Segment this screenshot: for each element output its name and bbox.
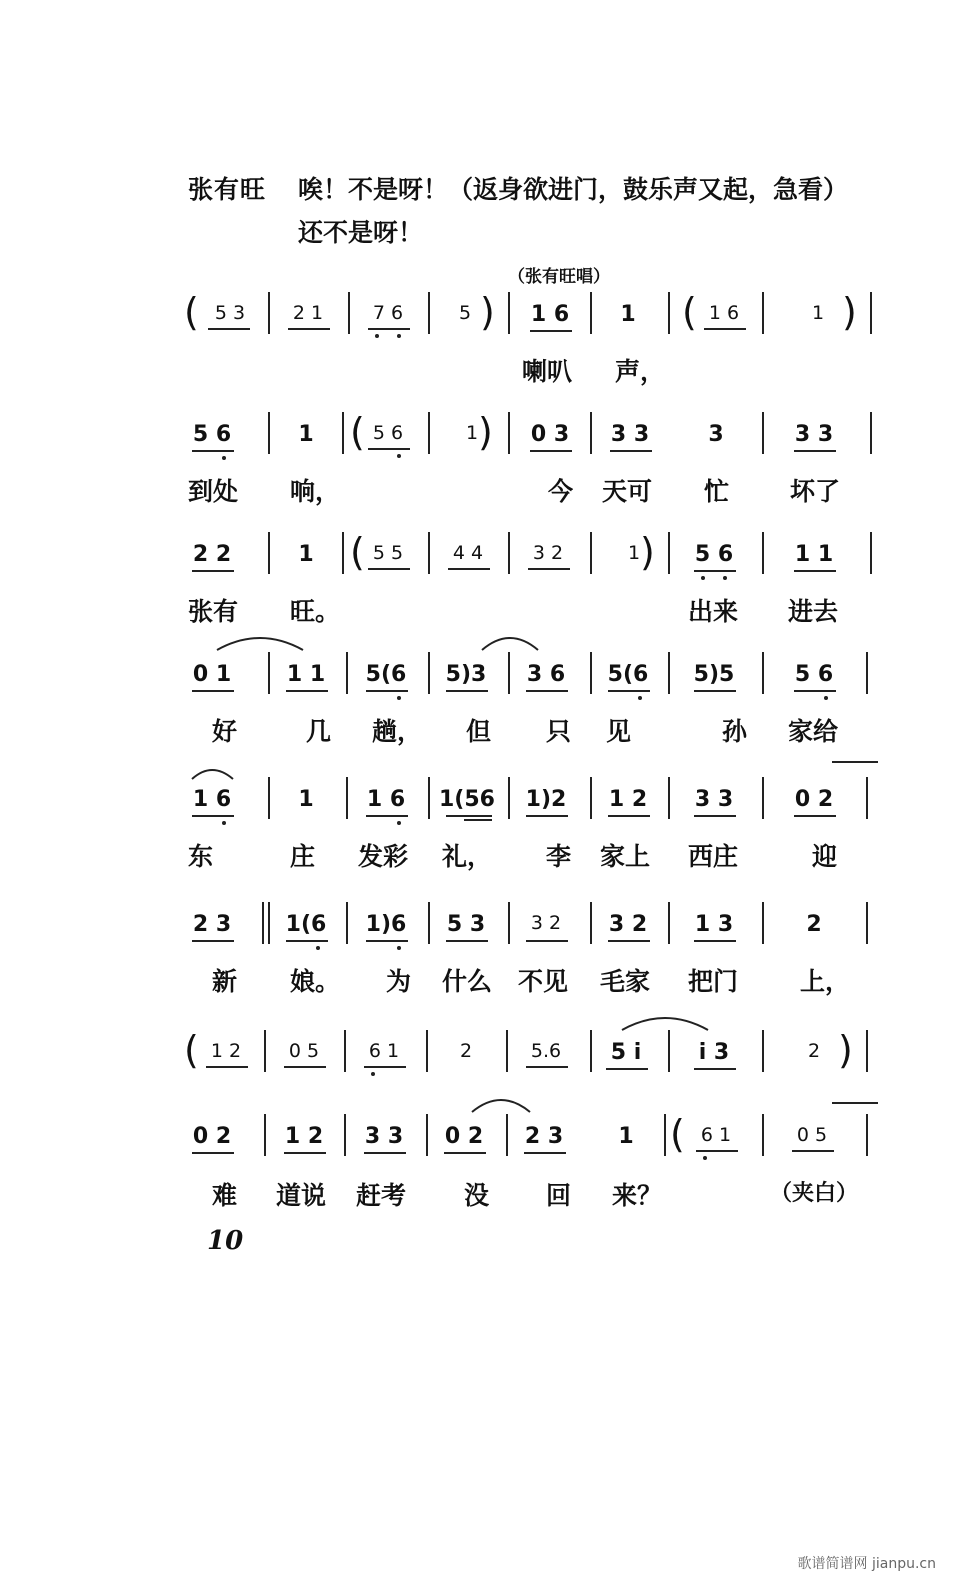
open-paren: (: [350, 530, 365, 574]
barline: [870, 412, 872, 454]
lyric: 响，: [290, 477, 341, 506]
low-dot: [397, 454, 401, 458]
close-paren: ): [838, 1028, 853, 1072]
barline: [762, 532, 764, 574]
barline: [426, 1030, 428, 1072]
lyric: 坏了: [790, 477, 841, 506]
lyric: 迎: [812, 842, 838, 871]
underline: [208, 328, 250, 330]
lyric: 西庄: [688, 842, 739, 871]
note: 6 1: [368, 1040, 400, 1062]
barline: [668, 777, 670, 819]
open-paren: (: [184, 1028, 199, 1072]
underline: [286, 940, 328, 942]
open-paren: (: [670, 1112, 685, 1156]
underline: [792, 1150, 834, 1152]
barline: [668, 532, 670, 574]
note: 5 3: [446, 912, 486, 937]
note: 1 2: [210, 1040, 242, 1062]
underline: [364, 1066, 406, 1068]
barline: [268, 902, 270, 944]
note: 0 5: [288, 1040, 320, 1062]
underline: [192, 690, 234, 692]
note: 5)3: [445, 662, 487, 687]
lyric: 喇叭: [522, 357, 573, 386]
note: 5(6: [607, 662, 649, 687]
barline: [668, 1030, 670, 1072]
barline: [268, 652, 270, 694]
underline: [366, 940, 408, 942]
barline: [762, 412, 764, 454]
underline: [794, 450, 836, 452]
lyric: 把门: [688, 967, 739, 996]
barline: [590, 532, 592, 574]
note: 1: [627, 542, 641, 564]
underline: [192, 1152, 234, 1154]
lyric-spoken-cue: （夹白）: [770, 1180, 859, 1206]
note: 1: [298, 422, 314, 447]
slur: [620, 1012, 710, 1032]
barline: [590, 777, 592, 819]
barline: [346, 652, 348, 694]
lyric: 只: [546, 717, 572, 746]
underline: [364, 1152, 406, 1154]
underline: [794, 690, 836, 692]
lyric: 没: [464, 1181, 490, 1210]
close-paren: ): [480, 290, 495, 334]
barline: [668, 902, 670, 944]
barline: [506, 1114, 508, 1156]
note: 5 i: [610, 1040, 642, 1065]
barline: [590, 412, 592, 454]
note: 1)6: [365, 912, 407, 937]
lyric: 声，: [615, 357, 666, 386]
singer-cue: （张有旺唱）: [508, 267, 610, 287]
barline: [428, 902, 430, 944]
barline: [508, 902, 510, 944]
lyric: 趟，: [372, 717, 423, 746]
note: 1 6: [530, 302, 570, 327]
score-row-4: [0, 650, 974, 770]
lyric: 东: [188, 842, 214, 871]
dialogue-line-2: 还不是呀！: [298, 218, 424, 247]
note: 1: [298, 787, 314, 812]
lyric: 赶考: [356, 1181, 407, 1210]
tie-line: [832, 761, 878, 763]
lyric: 上，: [800, 967, 851, 996]
note: 1: [618, 1124, 634, 1149]
barline: [346, 902, 348, 944]
low-dot: [375, 334, 379, 338]
barline: [428, 292, 430, 334]
barline: [268, 532, 270, 574]
lyric: 但: [466, 717, 492, 746]
lyric: 不见: [518, 967, 569, 996]
note: 1 1: [794, 542, 834, 567]
score-row-6: [0, 900, 974, 1020]
lyric: 新: [212, 967, 238, 996]
underline: [284, 1152, 326, 1154]
underline: [530, 330, 572, 332]
lyric: 进去: [788, 597, 839, 626]
underline: [366, 815, 408, 817]
barline: [590, 902, 592, 944]
barline: [346, 777, 348, 819]
lyric: 难: [212, 1181, 238, 1210]
underline: [192, 940, 234, 942]
low-dot: [316, 946, 320, 950]
lyric: 礼，: [442, 842, 493, 871]
lyric: 孙: [722, 717, 748, 746]
underline: [608, 940, 650, 942]
barline: [264, 1114, 266, 1156]
underline: [704, 328, 746, 330]
underline: [606, 1068, 648, 1070]
note: 3 3: [364, 1124, 404, 1149]
underline: [446, 690, 488, 692]
barline: [762, 1114, 764, 1156]
low-dot: [638, 696, 642, 700]
underline: [610, 450, 652, 452]
barline: [508, 532, 510, 574]
close-paren: ): [842, 290, 857, 334]
tie-line: [832, 1102, 878, 1104]
note: 5 6: [372, 422, 404, 444]
lyric: 发彩: [358, 842, 409, 871]
underline: [464, 819, 492, 821]
underline: [608, 815, 650, 817]
barline: [508, 412, 510, 454]
underline: [446, 815, 492, 817]
note: 0 3: [530, 422, 570, 447]
barline: [428, 412, 430, 454]
barline: [264, 1030, 266, 1072]
barline: [762, 902, 764, 944]
barline: [508, 292, 510, 334]
underline: [526, 815, 568, 817]
low-dot: [703, 1156, 707, 1160]
barline: [348, 292, 350, 334]
note: 0 1: [192, 662, 232, 687]
open-paren: (: [184, 290, 199, 334]
note: 1(56: [439, 787, 495, 812]
barline: [866, 1114, 868, 1156]
low-dot: [723, 576, 727, 580]
low-dot: [371, 1072, 375, 1076]
open-paren: (: [682, 290, 697, 334]
underline: [694, 570, 736, 572]
note: 0 2: [444, 1124, 484, 1149]
barline: [762, 292, 764, 334]
score-row-1: [0, 290, 974, 410]
close-paren: ): [640, 530, 655, 574]
note: 3 3: [694, 787, 734, 812]
note: 1: [811, 302, 825, 324]
note: 2 3: [524, 1124, 564, 1149]
note: 3 2: [608, 912, 648, 937]
barline: [506, 1030, 508, 1072]
note: 5 3: [214, 302, 246, 324]
underline: [696, 1150, 738, 1152]
note: 5 6: [192, 422, 232, 447]
lyric: 忙: [704, 477, 730, 506]
note: 5(6: [365, 662, 407, 687]
note: 2: [806, 912, 822, 937]
lyric: 几: [306, 717, 332, 746]
lyric: 庄: [290, 842, 316, 871]
note: 0 2: [192, 1124, 232, 1149]
note: 0 5: [796, 1124, 828, 1146]
underline: [446, 940, 488, 942]
page-number: 10: [207, 1226, 244, 1256]
barline: [866, 902, 868, 944]
note: 1)2: [525, 787, 567, 812]
note: 2 1: [292, 302, 324, 324]
barline: [664, 1114, 666, 1156]
note: i 3: [698, 1040, 730, 1065]
underline: [526, 690, 568, 692]
underline: [524, 1152, 566, 1154]
barline: [268, 777, 270, 819]
lyric: 出来: [688, 597, 739, 626]
note: 3 2: [530, 912, 562, 934]
lyric: 好: [212, 717, 238, 746]
barline: [866, 777, 868, 819]
note: 0 2: [794, 787, 834, 812]
lyric: 今: [548, 477, 574, 506]
low-dot: [701, 576, 705, 580]
barline: [762, 652, 764, 694]
barline: [870, 532, 872, 574]
underline: [694, 940, 736, 942]
underline: [284, 1066, 326, 1068]
open-paren: (: [350, 410, 365, 454]
lyric: 为: [386, 967, 412, 996]
slur: [190, 765, 235, 781]
barline: [342, 412, 344, 454]
underline: [368, 328, 410, 330]
barline: [428, 652, 430, 694]
lyric: 张有: [188, 597, 239, 626]
barline: [344, 1114, 346, 1156]
lyric: 旺。: [290, 597, 341, 626]
underline: [366, 690, 408, 692]
lyric: 到处: [188, 477, 239, 506]
dialogue-line-1: 唉！不是呀！（返身欲进门，鼓乐声又起，急看）: [298, 175, 849, 204]
low-dot: [397, 946, 401, 950]
underline: [368, 568, 410, 570]
underline: [288, 328, 330, 330]
barline: [866, 652, 868, 694]
underline: [694, 1068, 736, 1070]
note: 1 3: [694, 912, 734, 937]
underline: [694, 690, 736, 692]
underline: [526, 1066, 568, 1068]
low-dot: [222, 456, 226, 460]
barline: [590, 652, 592, 694]
underline: [192, 450, 234, 452]
barline: [342, 532, 344, 574]
note: 5 6: [694, 542, 734, 567]
lyric: 娘。: [290, 967, 341, 996]
slur: [215, 632, 305, 652]
barline: [590, 292, 592, 334]
note: 3 3: [610, 422, 650, 447]
underline: [794, 570, 836, 572]
note: 1 2: [608, 787, 648, 812]
score-row-5: [0, 775, 974, 895]
note: 1 2: [284, 1124, 324, 1149]
underline: [192, 570, 234, 572]
underline: [794, 815, 836, 817]
barline: [428, 532, 430, 574]
underline: [192, 815, 234, 817]
note: 6 1: [700, 1124, 732, 1146]
lyric: 来？: [612, 1181, 663, 1210]
underline: [694, 815, 736, 817]
lyric: 天可: [602, 477, 653, 506]
low-dot: [824, 696, 828, 700]
note: 5 5: [372, 542, 404, 564]
barline: [426, 1114, 428, 1156]
note: 2 2: [192, 542, 232, 567]
note: 5: [458, 302, 472, 324]
underline: [530, 450, 572, 452]
underline: [448, 568, 490, 570]
barline: [590, 1030, 592, 1072]
speaker-name: 张有旺: [188, 175, 267, 204]
score-row-8: [0, 1112, 974, 1232]
lyric: 家上: [600, 842, 651, 871]
note: 1: [298, 542, 314, 567]
barline: [268, 292, 270, 334]
underline: [206, 1066, 248, 1068]
close-paren: ): [478, 410, 493, 454]
barline: [668, 652, 670, 694]
barline: [344, 1030, 346, 1072]
note: 1 6: [192, 787, 232, 812]
barline: [866, 1030, 868, 1072]
note: 1: [465, 422, 479, 444]
low-dot: [222, 821, 226, 825]
low-dot: [397, 334, 401, 338]
note: 3 2: [532, 542, 564, 564]
lyric: 什么: [442, 967, 493, 996]
note: 1 1: [286, 662, 326, 687]
low-dot: [397, 696, 401, 700]
lyric: 毛家: [600, 967, 651, 996]
barline: [762, 1030, 764, 1072]
low-dot: [397, 821, 401, 825]
note: 1(6: [285, 912, 327, 937]
note: 2: [459, 1040, 473, 1062]
note: 2: [807, 1040, 821, 1062]
barline: [762, 777, 764, 819]
underline: [286, 690, 328, 692]
slur: [470, 1094, 532, 1114]
barline: [668, 292, 670, 334]
underline: [444, 1152, 486, 1154]
slur: [480, 632, 540, 652]
note: 3 3: [794, 422, 834, 447]
note: 2 3: [192, 912, 232, 937]
lyric: 家给: [788, 717, 839, 746]
note: 5)5: [693, 662, 735, 687]
barline: [268, 412, 270, 454]
note: 4 4: [452, 542, 484, 564]
site-watermark: 歌谱简谱网 jianpu.cn: [797, 1556, 936, 1572]
lyric: 见: [606, 717, 632, 746]
note: 7 6: [372, 302, 404, 324]
underline: [526, 940, 568, 942]
note: 5.6: [530, 1040, 562, 1062]
lyric: 回: [546, 1181, 572, 1210]
barline: [870, 292, 872, 334]
note: 3: [708, 422, 724, 447]
note: 1 6: [366, 787, 406, 812]
underline: [368, 448, 410, 450]
barline: [508, 652, 510, 694]
lyric: 道说: [276, 1181, 327, 1210]
underline: [608, 690, 650, 692]
score-row-2: [0, 410, 974, 530]
note: 3 6: [526, 662, 566, 687]
note: 5 6: [794, 662, 834, 687]
barline: [508, 777, 510, 819]
note: 1: [620, 302, 636, 327]
barline: [428, 777, 430, 819]
lyric: 李: [546, 842, 572, 871]
note: 1 6: [708, 302, 740, 324]
underline: [528, 568, 570, 570]
barline: [262, 902, 264, 944]
